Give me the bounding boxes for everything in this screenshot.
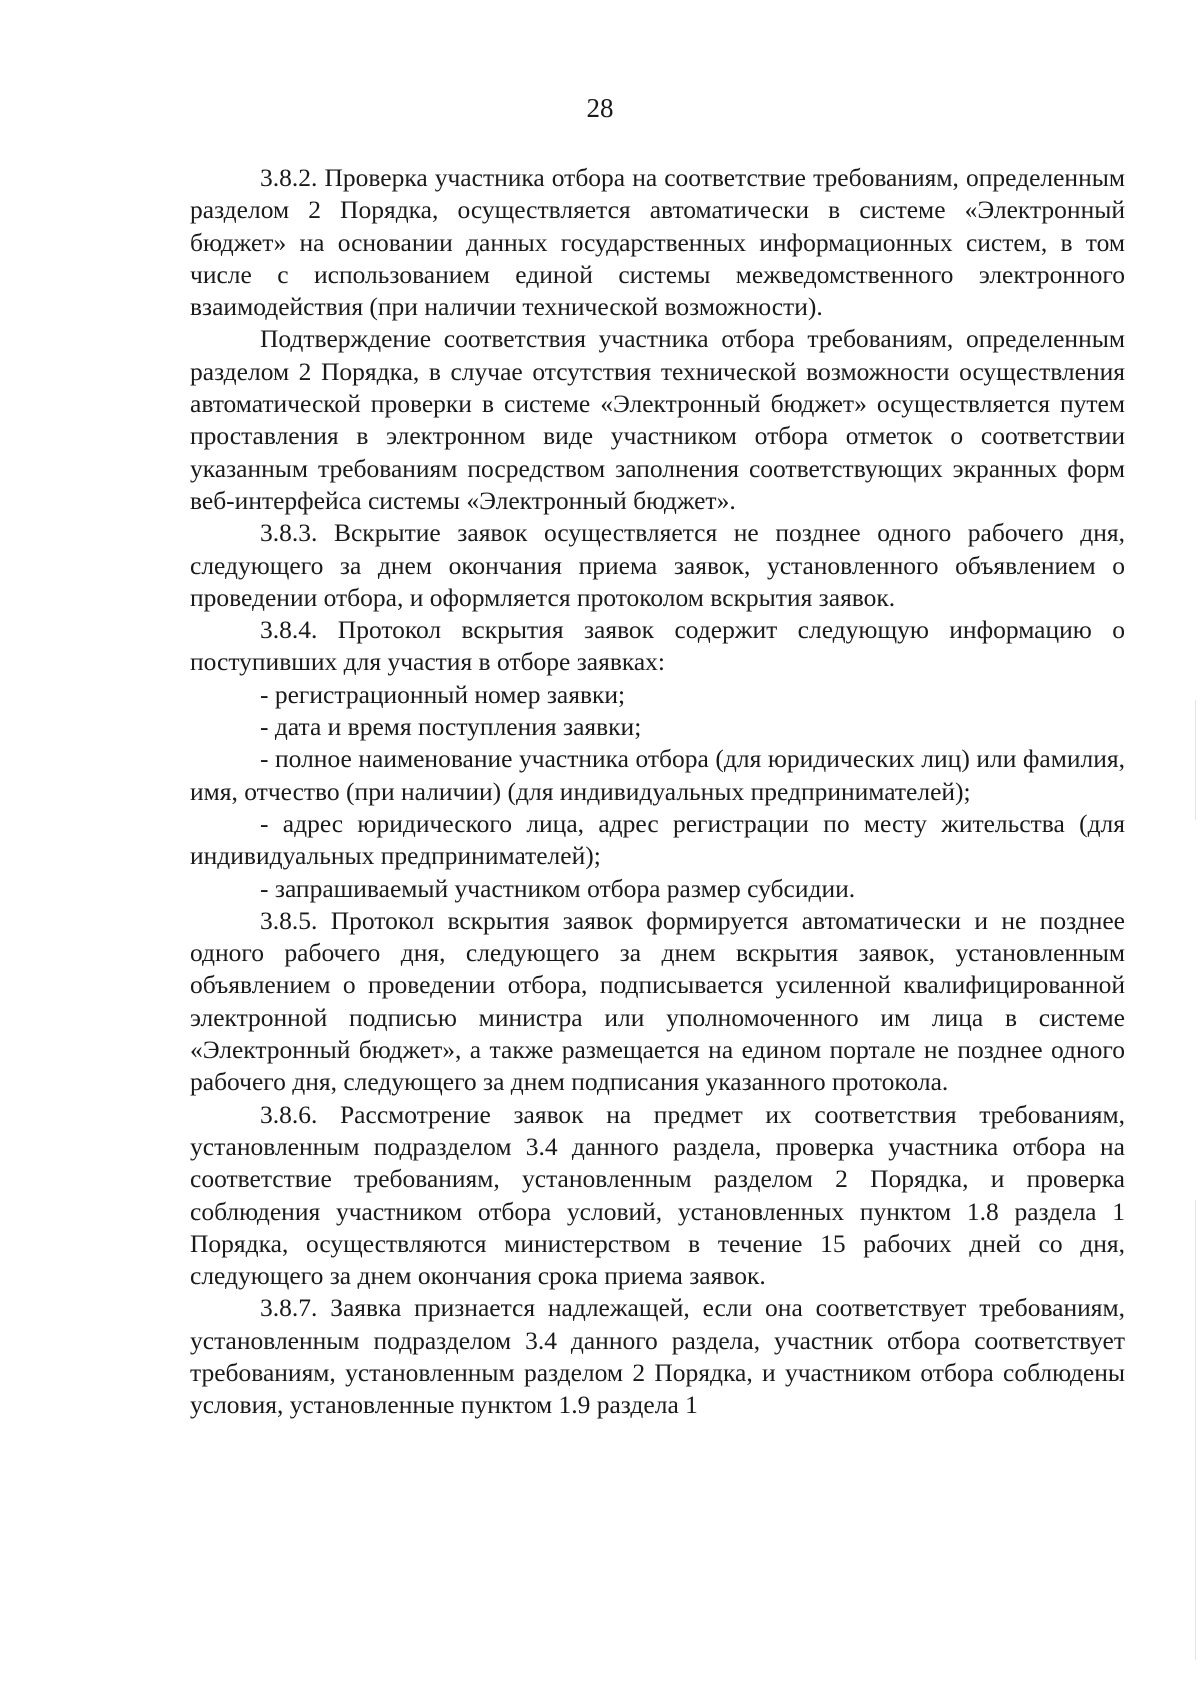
list-item-address: - адрес юридического лица, адрес регистрации по месту жительства (для индивидуальных предпринимателей);: [190, 808, 1125, 871]
paragraph-3-8-2: 3.8.2. Проверка участника отбора на соответствие требованиям, определенным разделом 2 Порядка, осуществляется автоматически в системе «Электронный бюджет» на основании данных государственных информационных систем, в том числе с использованием единой системы межведомственного электронного взаимодействия (при наличии технической возможности).: [190, 163, 1125, 322]
document-body: [190, 162, 1125, 1422]
scan-artifact: [1195, 1200, 1196, 1660]
list-item-registration-number: - регистрационный номер заявки;: [260, 679, 626, 709]
list-item-subsidy-amount: - запрашиваемый участником отбора размер субсидии.: [260, 873, 856, 903]
scan-artifact: [1195, 700, 1196, 820]
paragraph-3-8-3: 3.8.3. Вскрытие заявок осуществляется не позднее одного рабочего дня, следующего за днем окончания приема заявок, установленного объявлением о проведении отбора, и оформляется протоколом вскрытия заявок.: [190, 518, 1125, 612]
paragraph-3-8-7: 3.8.7. Заявка признается надлежащей, если она соответствует требованиям, установленным подразделом 3.4 данного раздела, участник отбора соответствует требованиям, установленным разделом 2 Порядка, и участником отбора соблюдены условия, установленные пунктом 1.9 раздела 1: [190, 1293, 1125, 1420]
list-item-date-time: - дата и время поступления заявки;: [260, 712, 642, 742]
paragraph-confirmation: Подтверждение соответствия участника отбора требованиям, определенным разделом 2 Порядка, в случае отсутствия технической возможности осуществления автоматической проверки в системе «Электронный бюджет» осуществляется путем проставления в электронном виде участником отбора отметок о соответствии указанным требованиям посредством заполнения соответствующих экранных форм веб-интерфейса системы «Электронный бюджет».: [190, 324, 1125, 515]
paragraph-3-8-6: 3.8.6. Рассмотрение заявок на предмет их соответствия требованиям, установленным подразделом 3.4 данного раздела, проверка участника отбора на соответствие требованиям, установленным разделом 2 Порядка, и проверка соблюдения участником отбора условий, установленных пунктом 1.8 раздела 1 Порядка, осуществляются министерством в течение 15 рабочих дней со дня, следующего за днем окончания срока приема заявок.: [190, 1099, 1125, 1291]
paragraph-3-8-4: 3.8.4. Протокол вскрытия заявок содержит следующую информацию о поступивших для участия в отборе заявках:: [190, 615, 1125, 677]
list-item-full-name: - полное наименование участника отбора (для юридических лиц) или фамилия, имя, отчество (при наличии) (для индивидуальных предпринимателей);: [190, 744, 1125, 806]
paragraph-3-8-5: 3.8.5. Протокол вскрытия заявок формируется автоматически и не позднее одного рабочего дня, следующего за днем вскрытия заявок, установленным объявлением о проведении отбора, подписывается усиленной квалифицированной электронной подписью министра или уполномоченного им лица в системе «Электронный бюджет», а также размещается на едином портале не позднее одного рабочего дня, следующего за днем подписания указанного протокола.: [190, 905, 1125, 1097]
page-number: 28: [586, 93, 614, 123]
